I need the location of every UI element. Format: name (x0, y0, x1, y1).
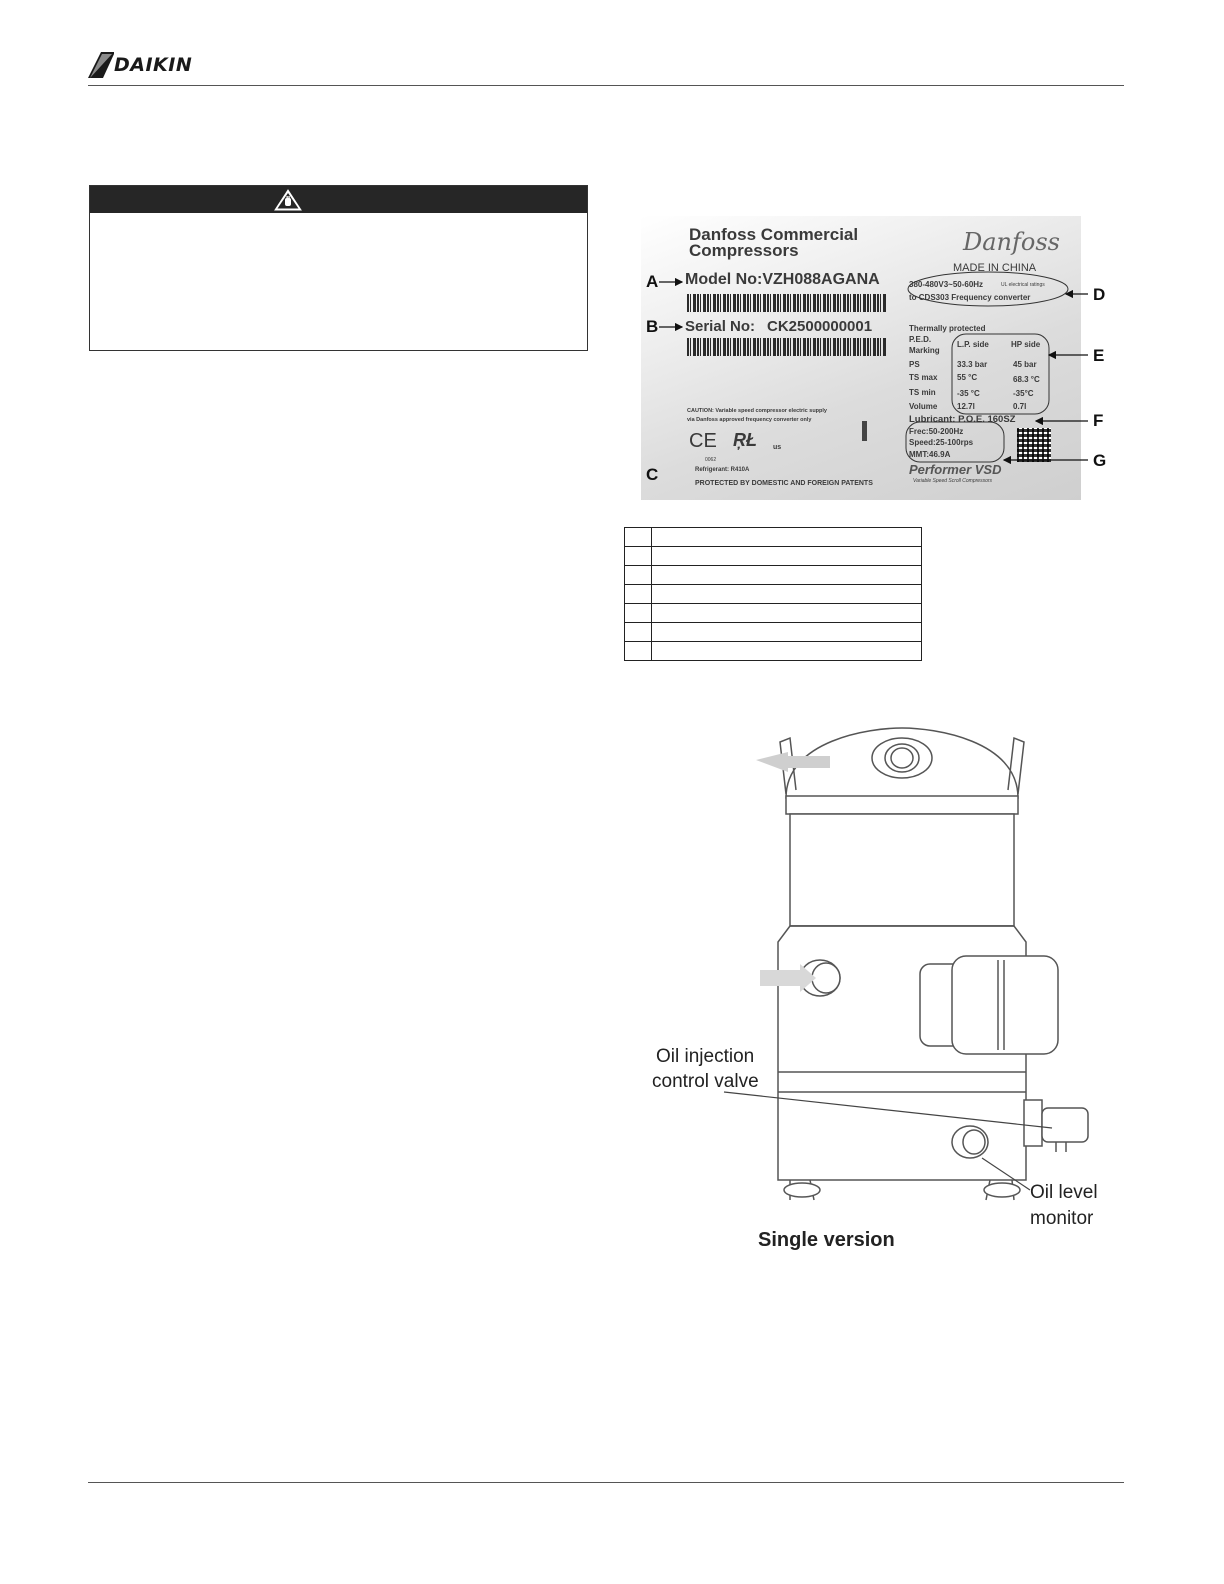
plate-tsmax-hp: 68.3 °C (1013, 375, 1040, 384)
table-cell (625, 566, 652, 585)
plate-tsmax-lp: 55 °C (957, 373, 978, 382)
ul-mark-icon: ŖŁ (733, 430, 757, 450)
plate-model: Model No:VZH088AGANA (685, 271, 880, 288)
plate-ps-hp: 45 bar (1013, 360, 1037, 369)
plate-tsmin-hp: -35°C (1013, 389, 1034, 398)
plate-ul-us: us (773, 444, 782, 451)
plate-made-in: MADE IN CHINA (953, 262, 1037, 274)
table-row (625, 547, 922, 566)
label-valve-line1: Oil injection (656, 1046, 755, 1067)
header-rule (88, 85, 1124, 86)
compressor-top-band (786, 796, 1018, 814)
plate-tsmin: TS min (909, 388, 936, 397)
callout-e: E (1093, 346, 1105, 365)
table-row (625, 566, 922, 585)
plate-ce-mark: CE (689, 430, 717, 452)
warning-header-bar (90, 186, 587, 213)
brand-name: DAIKIN (114, 54, 193, 76)
plate-maker-line2: Compressors (689, 241, 799, 260)
plate-caution-line2: via Danfoss approved frequency converter only (687, 417, 812, 423)
plate-freq: Frec:50-200Hz (909, 427, 964, 436)
plate-serial-label: Serial No: (685, 318, 756, 335)
callout-c: C (646, 465, 659, 484)
mounting-grommet-right (984, 1183, 1020, 1197)
footer-rule (88, 1482, 1124, 1483)
table-cell (652, 547, 922, 566)
table-cell (652, 585, 922, 604)
plate-ce-number: 0062 (705, 457, 717, 463)
plate-ps-lp: 33.3 bar (957, 360, 988, 369)
warning-box (89, 185, 588, 351)
callout-legend-table (624, 527, 922, 661)
compressor-upper-shell (790, 814, 1014, 926)
callout-f: F (1093, 411, 1104, 430)
callout-g: G (1093, 451, 1107, 470)
table-cell (652, 528, 922, 547)
plate-ped: P.E.D. (909, 335, 932, 344)
plate-refrigerant: Refrigerant: R410A (695, 467, 750, 473)
table-row (625, 585, 922, 604)
label-monitor-line1: Oil level (1030, 1182, 1098, 1203)
plate-thermal: Thermally protected (909, 324, 986, 333)
oil-injection-valve-coil (1042, 1108, 1088, 1142)
table-cell (652, 566, 922, 585)
table-cell (625, 528, 652, 547)
plate-tsmin-lp: -35 °C (957, 389, 980, 398)
table-row (625, 528, 922, 547)
compressor-caption: Single version (758, 1229, 895, 1251)
mounting-grommet-left (784, 1183, 820, 1197)
plate-volume-hp: 0.7l (1013, 402, 1027, 411)
plate-volume: Volume (909, 402, 938, 411)
plate-lubricant: Lubricant: P.O.E. 160SZ (909, 414, 1016, 425)
plate-performer: Performer VSD (909, 462, 1002, 477)
plate-ps: PS (909, 360, 920, 369)
label-monitor-line2: monitor (1030, 1208, 1094, 1229)
plate-tsmax: TS max (909, 373, 938, 382)
daikin-logo-mark-icon (88, 52, 114, 78)
plate-marking: Marking (909, 346, 940, 355)
plate-speed: Speed:25-100rps (909, 438, 974, 447)
plate-brand-script: Danfoss (963, 228, 1060, 256)
label-valve-line2: control valve (652, 1071, 759, 1092)
plate-patents: PROTECTED BY DOMESTIC AND FOREIGN PATENTS (695, 480, 873, 487)
plate-maker-line1: Danfoss Commercial (689, 225, 859, 244)
table-cell (652, 642, 922, 661)
table-cell (625, 547, 652, 566)
compressor-drawing (640, 720, 1120, 1260)
oil-injection-valve-body (1024, 1100, 1042, 1146)
table-cell (652, 623, 922, 642)
table-row (625, 642, 922, 661)
callout-b: B (646, 317, 659, 336)
hazard-triangle-icon (274, 189, 302, 211)
compressor-feet (790, 1180, 1014, 1200)
table-cell (625, 585, 652, 604)
callout-d: D (1093, 285, 1106, 304)
terminal-box-cover (952, 956, 1058, 1054)
plate-mmt: MMT:46.9A (909, 450, 951, 459)
callout-arrows (640, 260, 1120, 490)
callout-a: A (646, 272, 659, 291)
plate-converter: to CDS303 Frequency converter (909, 293, 1031, 302)
plate-performer-sub: Variable Speed Scroll Compressors (913, 478, 993, 484)
table-row (625, 604, 922, 623)
plate-caution-line1: CAUTION: Variable speed compressor electric supply (687, 408, 827, 414)
plate-serial-value: CK2500000001 (767, 318, 873, 335)
plate-hp-side: HP side (1011, 340, 1041, 349)
table-cell (625, 604, 652, 623)
plate-lp-side: L.P. side (957, 340, 989, 349)
daikin-logo (88, 50, 218, 82)
table-cell (625, 623, 652, 642)
plate-voltage: 380-480V3~50-60Hz (909, 280, 984, 289)
table-row (625, 623, 922, 642)
plate-volume-lp: 12.7l (957, 402, 975, 411)
table-cell (625, 642, 652, 661)
plate-ul-note: UL electrical ratings (1001, 282, 1045, 288)
table-cell (652, 604, 922, 623)
